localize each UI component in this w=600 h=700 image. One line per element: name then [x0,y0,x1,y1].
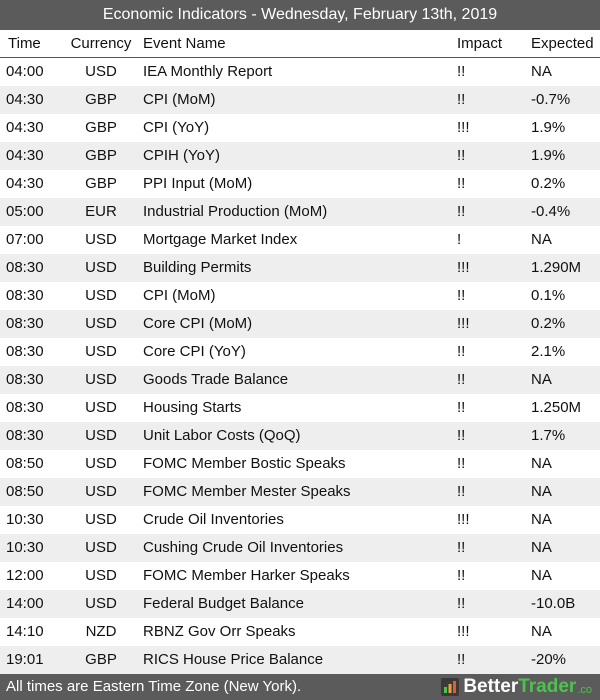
cell-time: 04:30 [6,175,44,192]
cell-impact: !! [457,175,466,192]
table-row [0,394,600,422]
cell-currency: GBP [64,142,138,170]
cell-expected: NA [531,623,552,640]
cell-time: 07:00 [6,231,44,248]
table-row [0,198,600,226]
cell-time: 19:01 [0,646,64,674]
cell-currency: USD [85,343,117,360]
table-body [0,58,600,675]
cell-event-name: Mortgage Market Index [143,231,298,248]
cell-time: 04:30 [6,119,44,136]
column-header-impact: Impact [454,30,527,58]
cell-currency: USD [64,422,138,450]
cell-event-name: RICS House Price Balance [138,646,454,674]
cell-expected: NA [531,567,552,584]
cell-impact: !!! [457,119,470,136]
cell-event-name: Building Permits [138,254,454,282]
cell-event-name: Housing Starts [143,399,242,416]
cell-expected: NA [531,231,552,248]
cell-time: 04:00 [6,63,44,80]
cell-currency: GBP [85,119,117,136]
bettertrader-logo [441,674,592,700]
table-row [0,170,600,198]
cell-currency: USD [85,455,117,472]
cell-event-name: CPI (YoY) [143,119,210,136]
table-row [0,86,600,114]
cell-event-name: CPIH (YoY) [138,142,454,170]
cell-currency: GBP [64,86,138,114]
cell-event-name: PPI Input (MoM) [143,175,253,192]
table-row [0,478,600,506]
cell-time: 05:00 [0,198,64,226]
cell-time: 10:30 [6,511,44,528]
cell-time: 08:30 [6,399,44,416]
logo-text-suffix: .co [577,684,592,696]
cell-impact: !! [457,399,466,416]
cell-currency: EUR [64,198,138,226]
cell-expected: -0.7% [527,86,600,114]
cell-impact: !! [454,478,527,506]
cell-expected: NA [531,511,552,528]
cell-currency: NZD [85,623,117,640]
cell-expected: NA [527,366,600,394]
cell-expected: 0.2% [531,175,566,192]
header-row [0,30,600,58]
cell-event-name: Federal Budget Balance [138,590,454,618]
cell-time: 08:30 [0,310,64,338]
cell-expected: 1.250M [531,399,582,416]
table-row [0,590,600,618]
cell-expected: 1.9% [531,119,566,136]
cell-currency: USD [85,287,117,304]
cell-currency: USD [85,511,117,528]
cell-expected: 1.290M [527,254,600,282]
cell-expected: -20% [527,646,600,674]
cell-time: 14:00 [0,590,64,618]
table-row [0,58,600,87]
cell-expected: 2.1% [531,343,566,360]
cell-impact: !!! [454,310,527,338]
table-row [0,618,600,646]
cell-currency: USD [85,63,117,80]
column-header-expected: Expected [527,30,600,58]
cell-time: 04:30 [0,142,64,170]
cell-currency: USD [64,310,138,338]
cell-event-name: Cushing Crude Oil Inventories [138,534,454,562]
cell-time: 04:30 [0,86,64,114]
cell-impact: !!! [457,511,470,528]
table-row [0,646,600,674]
cell-currency: USD [85,567,117,584]
cell-event-name: CPI (MoM) [143,287,216,304]
cell-event-name: FOMC Member Mester Speaks [138,478,454,506]
table-row [0,114,600,142]
cell-impact: !! [457,63,466,80]
footer [0,674,600,700]
cell-time: 12:00 [6,567,44,584]
cell-impact: !! [457,455,466,472]
column-header-currency: Currency [64,30,138,58]
cell-event-name: RBNZ Gov Orr Speaks [143,623,296,640]
cell-currency: GBP [85,175,117,192]
cell-currency: USD [85,399,117,416]
table-row [0,282,600,310]
cell-impact: !! [454,534,527,562]
table-row [0,338,600,366]
cell-impact: !! [457,343,466,360]
cell-time: 08:50 [0,478,64,506]
cell-expected: -10.0B [527,590,600,618]
cell-expected: 0.2% [527,310,600,338]
cell-time: 14:10 [6,623,44,640]
cell-currency: GBP [64,646,138,674]
cell-currency: USD [64,534,138,562]
cell-currency: USD [64,478,138,506]
events-table [0,30,600,674]
cell-impact: !! [454,86,527,114]
cell-currency: USD [64,366,138,394]
logo-text-better: Better [463,676,519,697]
cell-impact: !! [454,590,527,618]
cell-expected: NA [527,534,600,562]
cell-impact: !! [454,422,527,450]
cell-time: 08:30 [6,287,44,304]
table-row [0,422,600,450]
table-row [0,534,600,562]
cell-event-name: Unit Labor Costs (QoQ) [138,422,454,450]
table-row [0,506,600,534]
cell-time: 10:30 [0,534,64,562]
table-row [0,562,600,590]
cell-event-name: Crude Oil Inventories [143,511,284,528]
cell-impact: !!! [454,254,527,282]
cell-time: 08:30 [0,366,64,394]
table-row [0,142,600,170]
cell-event-name: Industrial Production (MoM) [138,198,454,226]
column-header-time: Time [0,30,64,58]
cell-expected: NA [527,478,600,506]
cell-time: 08:30 [6,343,44,360]
cell-time: 08:50 [6,455,44,472]
cell-expected: -0.4% [527,198,600,226]
cell-impact: !! [454,366,527,394]
timezone-note: All times are Eastern Time Zone (New York). [6,678,302,695]
table-row [0,310,600,338]
cell-impact: !!! [457,623,470,640]
cell-currency: USD [85,231,117,248]
bar-chart-icon [441,678,459,696]
cell-expected: NA [531,455,552,472]
cell-impact: ! [457,231,462,248]
table-header [0,30,600,58]
cell-event-name: FOMC Member Bostic Speaks [143,455,346,472]
cell-currency: USD [64,590,138,618]
cell-impact: !! [457,567,466,584]
cell-time: 08:30 [0,254,64,282]
cell-impact: !! [457,287,466,304]
cell-event-name: Core CPI (MoM) [138,310,454,338]
cell-event-name: FOMC Member Harker Speaks [143,567,350,584]
table-row [0,226,600,254]
logo-text-trader: Trader [518,676,577,697]
cell-impact: !! [454,142,527,170]
cell-expected: 1.9% [527,142,600,170]
cell-expected: NA [531,63,552,80]
cell-expected: 1.7% [527,422,600,450]
cell-currency: USD [64,254,138,282]
cell-impact: !! [454,646,527,674]
cell-impact: !! [454,198,527,226]
cell-event-name: Core CPI (YoY) [143,343,246,360]
table-row [0,366,600,394]
column-header-event: Event Name [138,30,454,58]
page-title: Economic Indicators - Wednesday, February 13th, 2019 [0,0,600,30]
cell-event-name: Goods Trade Balance [138,366,454,394]
cell-expected: 0.1% [531,287,566,304]
cell-time: 08:30 [0,422,64,450]
table-row [0,254,600,282]
cell-event-name: CPI (MoM) [138,86,454,114]
table-row [0,450,600,478]
cell-event-name: IEA Monthly Report [143,63,273,80]
